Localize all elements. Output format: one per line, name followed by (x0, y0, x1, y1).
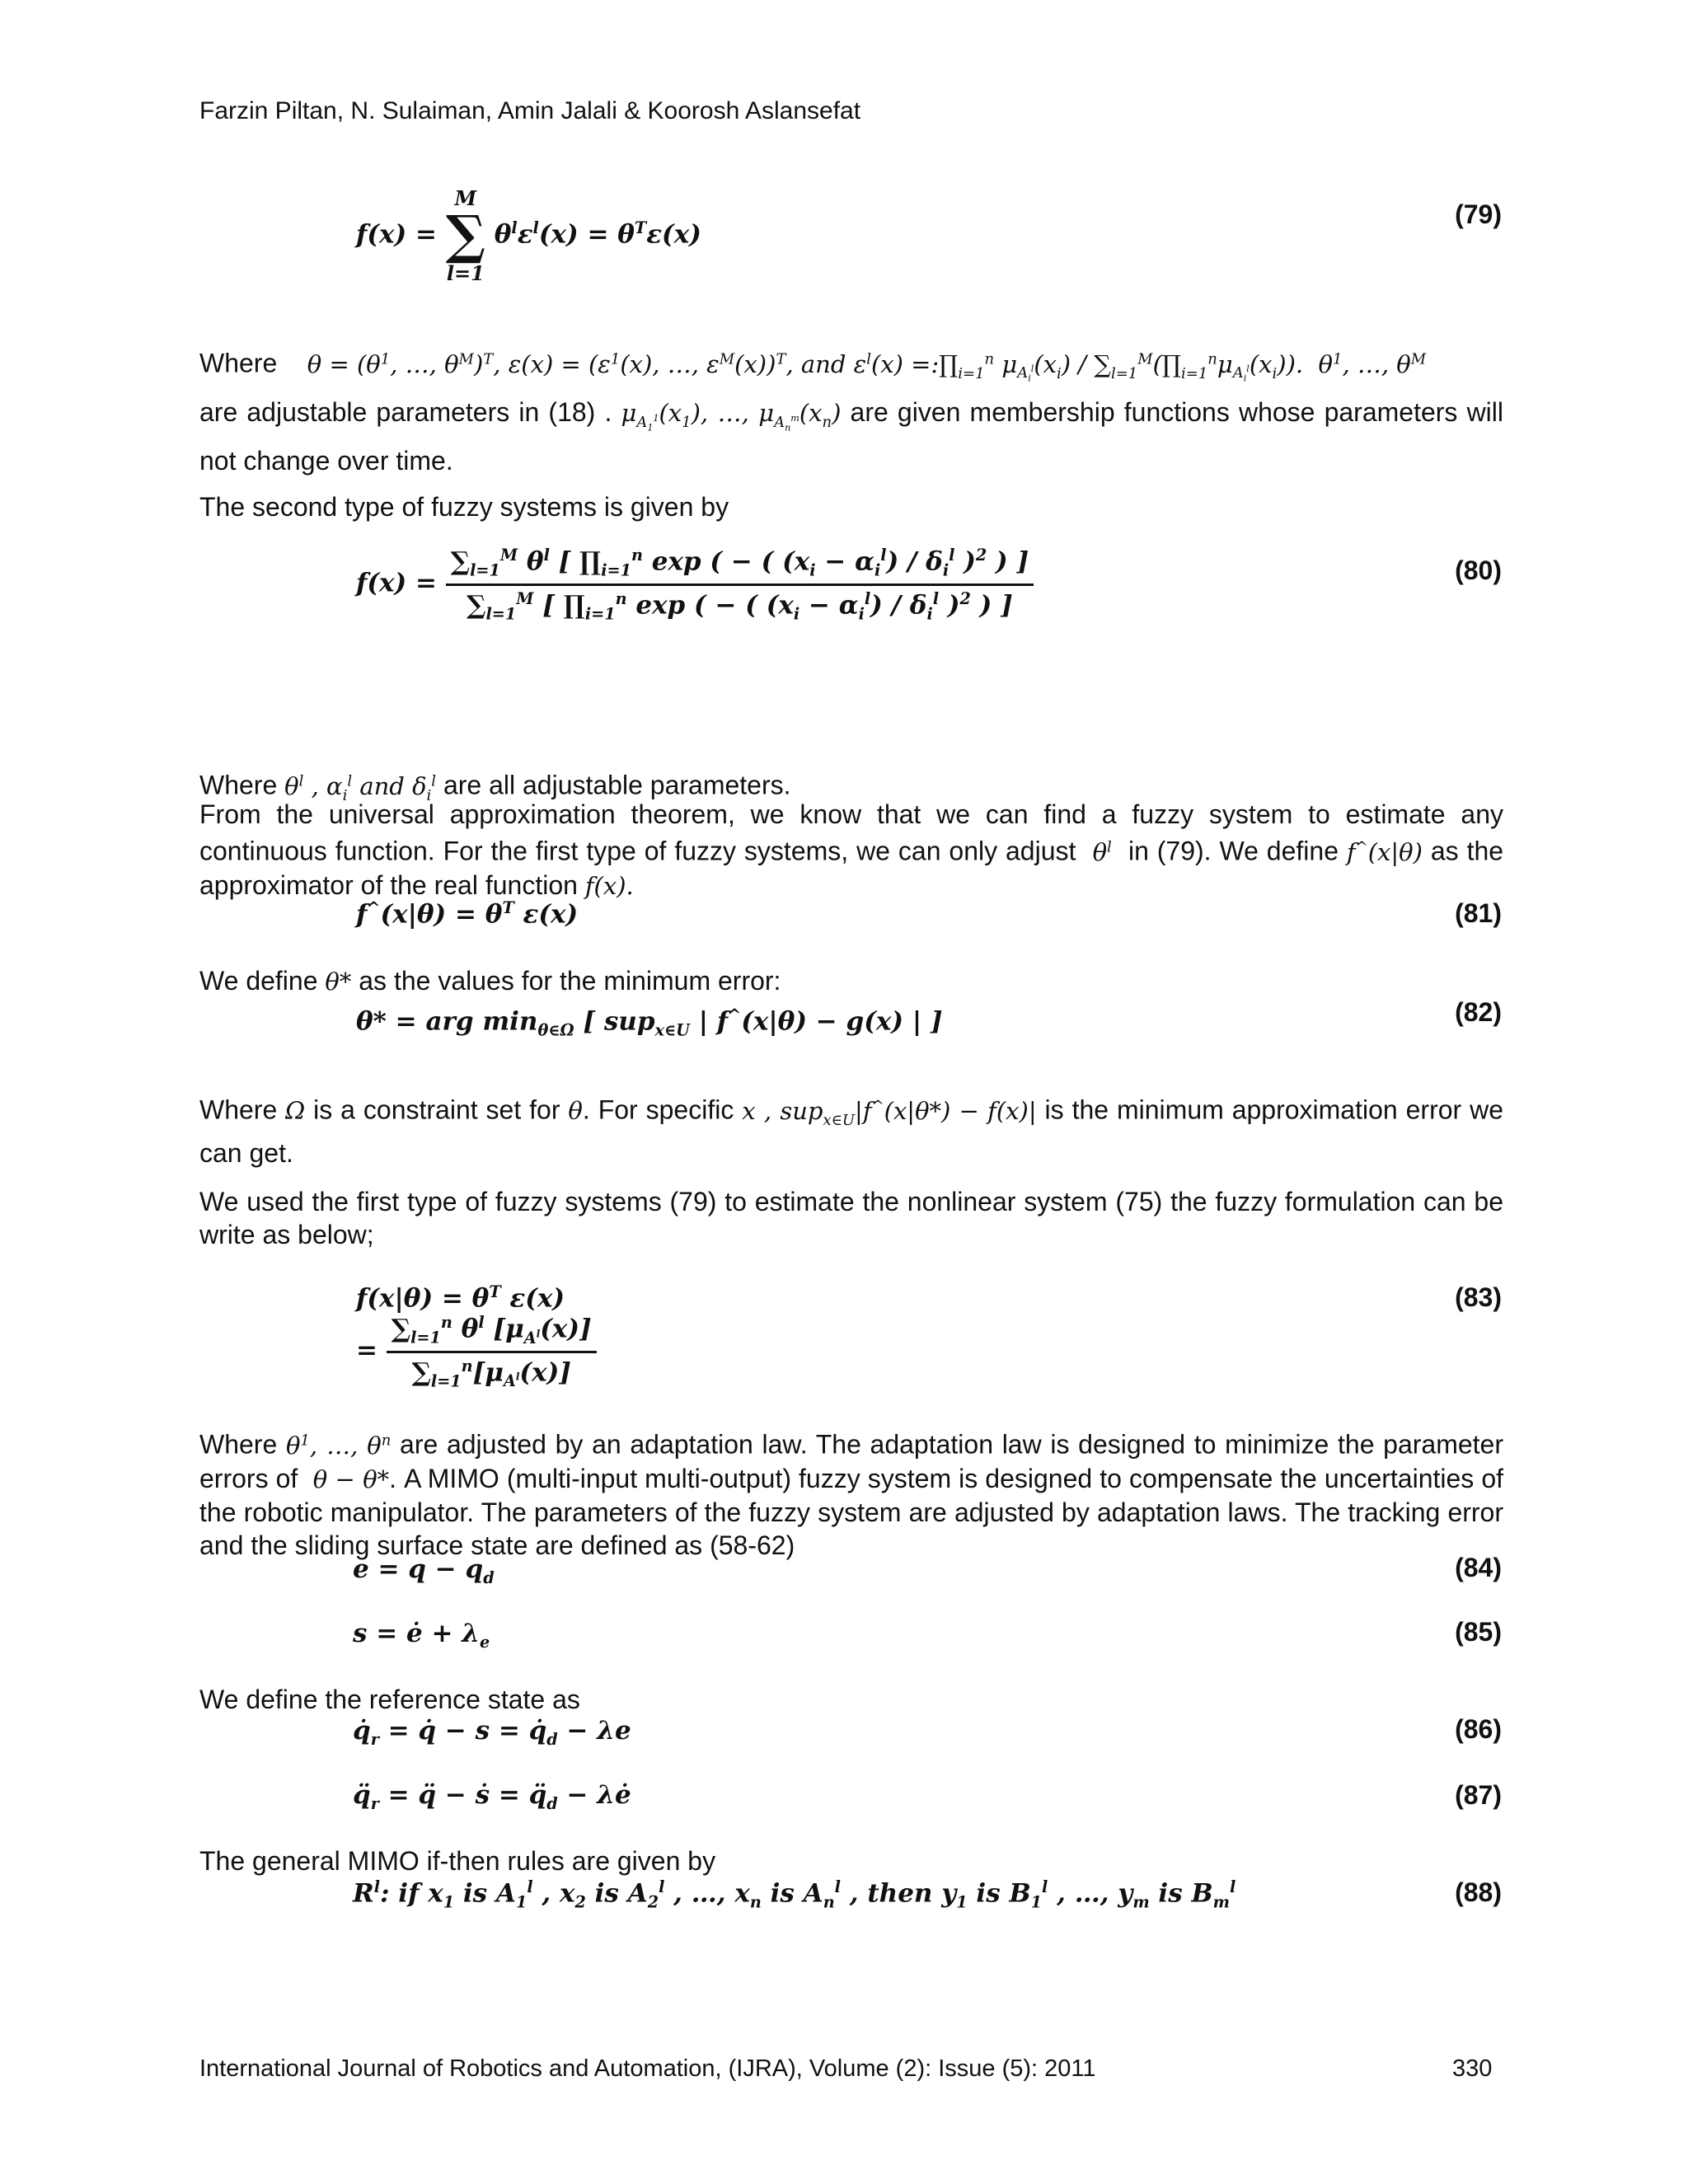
equation-87: $q̈_r$ = q̈ − ṡ = $q̈_d$ − λė (353, 1780, 631, 1814)
paragraph-mimo-rules: The general MIMO if-then rules are given by (199, 1846, 716, 1876)
equation-number-87: (87) (1455, 1780, 1502, 1810)
paragraph-define-theta-star: We define θ* as the values for the minimum error: (199, 966, 781, 996)
equation-79: f(x) = M ∑ l=1 $\theta^l\varepsilon^l(x) = \theta^T\varepsilon(x)$ (356, 186, 701, 285)
paragraph-constraint-set: Where Ω is a constraint set for θ. For specific x , sup$_{x\in U}$|f^(x|θ*) − f(x)| is the minimum approximation error we can get. (199, 1094, 1503, 1169)
theta-vector-definition: $\theta = (\theta^1$, …, $\theta^M)^T$, $\varepsilon(x) = (\varepsilon^1(x)$, …, $\varepsilon^M(x))^T$, and $\varepsilon^l(x)$ $=:\prod_{i=1}^n$ $\mu_{A_i^l}(x_i)$ / $\sum_{l=1}^M(\prod_{i=1}^n\mu_{A_i^l}(x_i))$. $\theta^1$, …, $\theta^M$ (284, 349, 1427, 385)
equation-number-81: (81) (1455, 898, 1502, 928)
equation-81: $f^{\^{}}(x|\theta) = \theta^T$ ε(x) (356, 898, 579, 930)
equation-number-86: (86) (1455, 1714, 1502, 1744)
paragraph-adjustable-params: Where $\theta^l$ , $\alpha_i^l$ and $\delta_i^l$ are all adjustable parameters. (199, 770, 791, 804)
paragraph-reference-state: We define the reference state as (199, 1685, 580, 1714)
equation-number-80: (80) (1455, 555, 1502, 585)
equation-number-83: (83) (1455, 1282, 1502, 1312)
equation-number-88: (88) (1455, 1877, 1502, 1907)
equation-number-84: (84) (1455, 1553, 1502, 1582)
paragraph-second-type: The second type of fuzzy systems is given by (199, 492, 729, 522)
equation-number-79: (79) (1455, 199, 1502, 229)
equation-number-82: (82) (1455, 997, 1502, 1027)
equation-85: s = ė + $\lambda_e$ (353, 1619, 490, 1652)
equation-83: $f(x|\theta) = \theta^T$ ε(x) = $\frac{\sum_{l=1}^n \theta^l [\mu_{A^l}(x)]}{\sum_{l=1}^n[\mu_{A^l}(x)]}$ (356, 1282, 597, 1390)
equation-82: θ* = arg $\min_{\theta\in\Omega}$ [ sup$_{x\in U}$ | f^(x|θ) − g(x) | ] (356, 1005, 943, 1040)
paragraph-first-type-usage: We used the first type of fuzzy systems (79) to estimate the nonlinear system (75) the fuzzy formulation can be write as below; (199, 1187, 1503, 1249)
running-header: Farzin Piltan, N. Sulaiman, Amin Jalali & Koorosh Aslansefat (199, 97, 861, 124)
equation-88: $R^l$: if $x_1$ is $A_1^l$ , $x_2$ is $A_2^l$ , …, $x_n$ is $A_n^l$ , then $y_1$ is $B_1^l$ , …, $y_m$ is $B_m^l$ (353, 1877, 1236, 1912)
page-number: 330 (1452, 2055, 1493, 2082)
paragraph-adaptation-law: Where $\theta^1$, …, $\theta^n$ are adjusted by an adaptation law. The adaptation law is designed to minimize the parameter errors of θ − θ*. A MIMO (multi-input multi-output) fuzzy system is designed to compensate the uncertainties of the robotic manipulator. The parameters of the fuzzy system are adjusted by adaptation laws. The tracking error and the sliding surface state are defined as (58-62) (199, 1429, 1504, 1560)
paragraph-universal-approximation: From the universal approximation theorem, we know that we can find a fuzzy system to estimate any continuous function. For the first type of fuzzy systems, we can only adjust $\theta^l$ in (79). We define f^(x|θ) as the approximator of the real function f(x). (199, 799, 1504, 900)
paragraph-where-theta: Where $\theta = (\theta^1$, …, $\theta^M)^T$, $\varepsilon(x) = (\varepsilon^1(x)$, …, $\varepsilon^M(x))^T$, and $\varepsilon^l(x)$ $=:\prod_{i=1}^n$ $\mu_{A_i^l}(x_i)$ / $\sum_{l=1}^M(\prod_{i=1}^n\mu_{A_i^l}(x_i))$. $\theta^1$, …, $\theta^M$ are adjustable parameters in (18) . $\mu_{A_1^1}(x_1)$, …, $\mu_{A_n^m}(x_n)$ are given membership functions whose parameters will not change over time. (199, 348, 1504, 476)
equation-84: $e = q - q_d$ (353, 1554, 495, 1588)
equation-80: f(x) = $\frac{\sum_{l=1}^M \theta^l [ \prod_{i=1}^n \exp ( - ( (x_i - \alpha_i^l) / \delta_i^l )^2 ) ]}{\sum_{l=1}^M [ \prod_{i=1}^n \exp ( - ( (x_i - \alpha_i^l) / \delta_i^l )^2 ) ]}$ (356, 546, 1034, 623)
equation-number-85: (85) (1455, 1617, 1502, 1647)
equation-86: $q̇_r$ = q̇ − $s = q̇_d - \lambda e$ (353, 1716, 631, 1750)
footer-journal: International Journal of Robotics and Automation, (IJRA), Volume (2): Issue (5): 2011 (199, 2055, 1096, 2082)
